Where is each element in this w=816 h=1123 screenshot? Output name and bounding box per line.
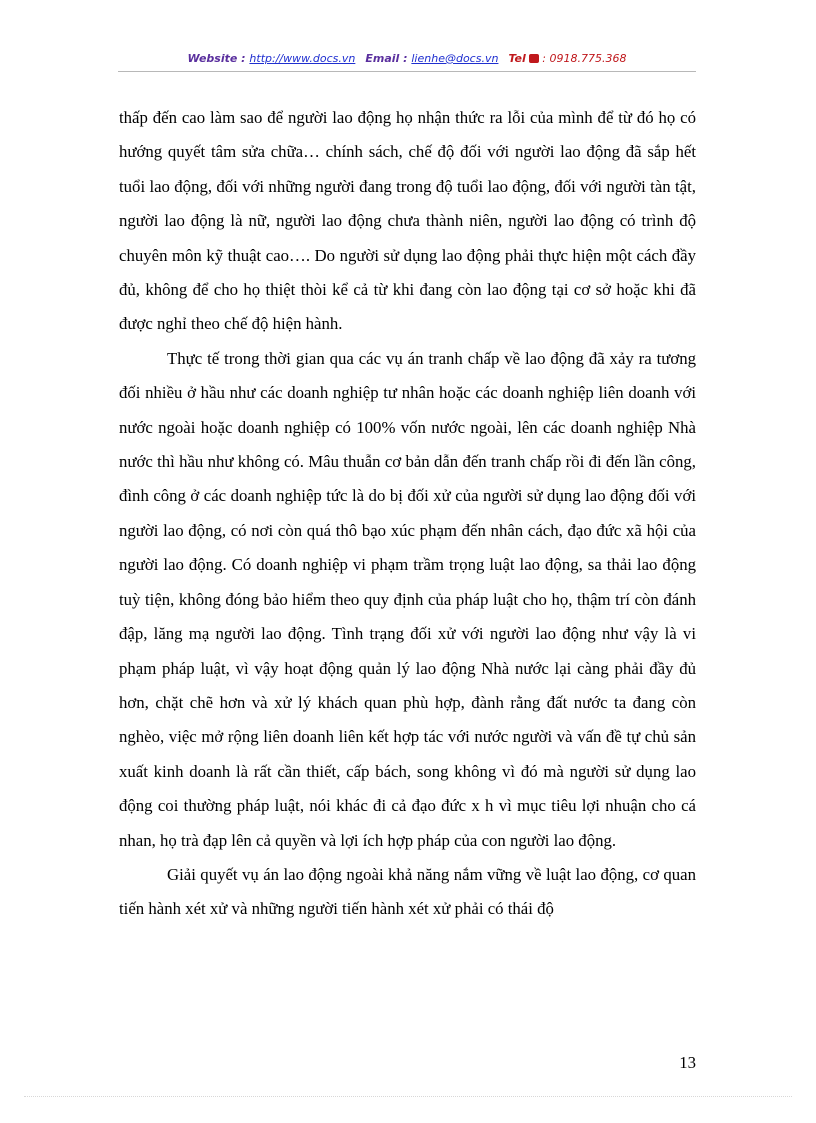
page-number: 13	[679, 1053, 696, 1072]
tel-separator: :	[538, 52, 550, 65]
paragraph-resolution: Giải quyết vụ án lao động ngoài khả năng nắm vững về luật lao động, cơ quan tiến hành xét xử và những người tiến hành xét xử phải có thái độ	[119, 864, 696, 919]
website-link[interactable]: http://www.docs.vn	[249, 52, 356, 65]
tel-label: Tel	[508, 52, 526, 65]
email-link[interactable]: lienhe@docs.vn	[411, 52, 499, 65]
email-separator: :	[399, 52, 412, 65]
tel-number: 0918.775.368	[549, 52, 627, 65]
website-separator: :	[237, 52, 250, 65]
website-label: Website	[187, 52, 238, 65]
email-label: Email	[365, 52, 400, 65]
paragraph-practice: Thực tế trong thời gian qua các vụ án tranh chấp về lao động đã xảy ra tương đối nhiều ở hầu như các doanh nghiệp tư nhân hoặc các doanh nghiệp liên doanh với nước ngoài hoặc doanh nghiệp có 100% vốn nước ngoài, lên các doanh nghiệp Nhà nước thì hầu như không có. Mâu thuẫn cơ bản dẫn đến tranh chấp rồi đi đến lần công, đình công ở các doanh nghiệp tức là do bị đối xử của người sử dụng lao động đối với người lao động, có nơi còn quá thô bạo xúc phạm đến nhân cách, đạo đức xã hội của người lao động. Có doanh nghiệp vi phạm trầm trọng luật lao động, sa thải lao động tuỳ tiện, không đóng bảo hiểm theo quy định của pháp luật cho họ, thậm trí còn đánh đập, lăng mạ người lao động. Tình trạng đối xử với người lao động như vậy là vi phạm pháp luật, vì vậy hoạt động quản lý lao động Nhà nước lại càng phải đầy đủ hơn, chặt chẽ hơn và xử lý khách quan phù hợp, đành rằng đất nước ta đang còn nghèo, việc mở rộng liên doanh liên kết hợp tác với nước người và vấn đề tự chủ sản xuất kinh doanh là rất cần thiết, cấp bách, song không vì đó mà người sử dụng lao động coi thường pháp luật, nói khác đi cả đạo đức x h vì mục tiêu lợi nhuận cho cá nhan, họ trà đạp lên cả quyền và lợi ích hợp pháp của con người lao động.	[119, 348, 696, 850]
telephone-icon	[529, 54, 539, 63]
paragraph-continuation: thấp đến cao làm sao để người lao động họ nhận thức ra lỗi của mình để từ đó họ có hướng quyết tâm sửa chữa… chính sách, chế độ đối với người lao động đã sắp hết tuổi lao động, đối với những người đang trong độ tuổi lao động, đối với người tàn tật, người lao động là nữ, người lao động chưa thành niên, người lao động có trình độ chuyên môn kỹ thuật cao…. Do người sử dụng lao động phải thực hiện một cách đầy đủ, không để cho họ thiệt thòi kể cả từ khi đang còn lao động tại cơ sở hoặc khi đã được nghỉ theo chế độ hiện hành.	[119, 108, 696, 334]
page-header	[118, 51, 696, 67]
document-body	[119, 101, 696, 927]
footer-divider	[24, 1096, 792, 1097]
header-divider	[118, 71, 696, 72]
